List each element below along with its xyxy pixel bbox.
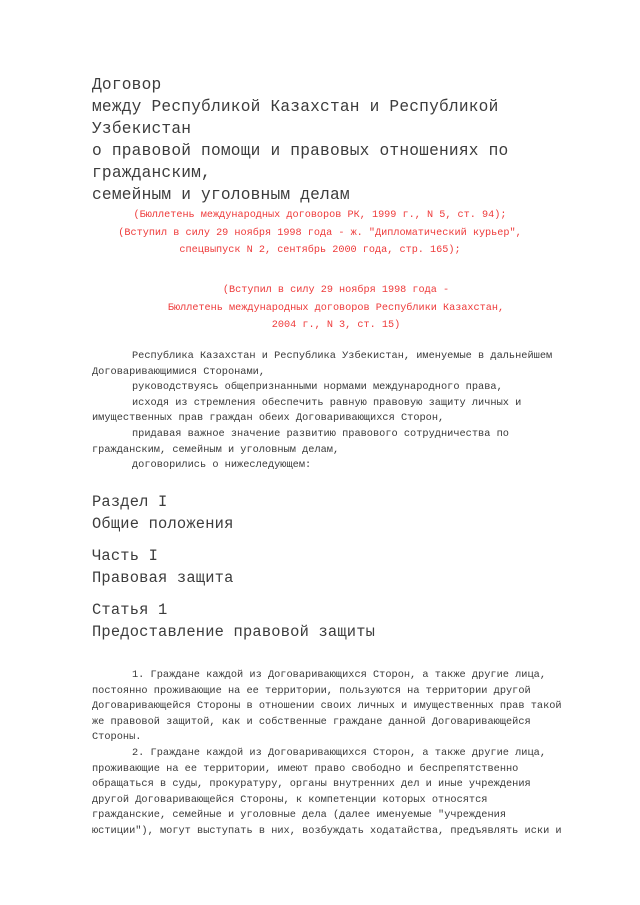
article-body	[92, 668, 592, 840]
article-line: юстиции"), могут выступать в них, возбуждать ходатайства, предъявлять иски и	[92, 824, 562, 837]
article-line: обращаться в суды, прокуратуру, органы внутренних дел и иные учреждения	[92, 778, 531, 791]
preamble	[92, 349, 592, 474]
title-line: Договор	[92, 76, 162, 94]
title-line: гражданским,	[92, 164, 211, 182]
part-title: Правовая защита	[92, 569, 234, 587]
note-line: 2004 г., N 3, ст. 15)	[271, 320, 401, 331]
preamble-line: руководствуясь общепризнанными нормами международного права,	[132, 381, 503, 394]
note-line: (Бюллетень международных договоров РК, 1999 г., N 5, ст. 94);	[133, 210, 507, 221]
title-line: между Республикой Казахстан и Республикой	[92, 98, 499, 116]
article-line: же правовой защитой, как и собственные граждане данной Договаривающейся	[92, 715, 531, 728]
preamble-line: исходя из стремления обеспечить равную правовую защиту личных и	[132, 396, 522, 409]
note-line: спецвыпуск N 2, сентябрь 2000 года, стр. 165);	[179, 245, 461, 256]
article-line: гражданские, семейные и уголовные дела (далее именуемые "учреждения	[92, 809, 507, 822]
article-title: Предоставление правовой защиты	[92, 623, 376, 641]
note-line: Бюллетень международных договоров Республики Казахстан,	[167, 302, 505, 314]
source-note-entry-into-force	[140, 282, 532, 335]
article-heading	[92, 599, 375, 643]
section-title: Общие положения	[92, 515, 234, 533]
preamble-line: Республика Казахстан и Республика Узбекистан, именуемые в дальнейшем	[132, 350, 553, 362]
article-line: Договаривающейся Стороны в отношении своих личных и имущественных прав такой	[92, 700, 562, 713]
document-title	[92, 74, 562, 206]
article-line: 2. Граждане каждой из Договаривающихся Сторон, а также другие лица,	[132, 746, 547, 759]
part-label: Часть I	[92, 547, 159, 565]
note-line: (Вступил в силу 29 ноября 1998 года -	[222, 285, 450, 296]
section-label: Раздел I	[92, 493, 168, 511]
article-label: Статья 1	[92, 601, 168, 619]
section-heading	[92, 491, 234, 535]
article-line: Стороны.	[92, 731, 142, 744]
title-line: о правовой помощи и правовых отношениях по	[92, 142, 509, 160]
preamble-line: имущественных прав граждан обеих Договаривающихся Сторон,	[92, 412, 445, 425]
preamble-line: Договаривающимися Сторонами,	[92, 365, 266, 378]
preamble-line: гражданским, семейным и уголовным делам,	[92, 443, 340, 456]
title-line: семейным и уголовным делам	[92, 186, 350, 204]
note-line: (Вступил в силу 29 ноября 1998 года - ж. "Дипломатический курьер",	[118, 227, 522, 239]
preamble-line: придавая важное значение развитию правового сотрудничества по	[132, 427, 509, 440]
article-line: проживающие на ее территории, имеют право свободно и беспрепятственно	[92, 762, 519, 775]
part-heading	[92, 545, 234, 589]
article-line: 1. Граждане каждой из Договаривающихся Сторон, а также другие лица,	[132, 669, 547, 681]
title-line: Узбекистан	[92, 120, 192, 138]
article-line: постоянно проживающие на ее территории, пользуются на территории другой	[92, 684, 531, 697]
preamble-line: договорились о нижеследующем:	[132, 459, 312, 472]
source-note-publication	[92, 207, 548, 260]
article-line: другой Договаривающейся Стороны, к компетенции которых относятся	[92, 793, 488, 806]
